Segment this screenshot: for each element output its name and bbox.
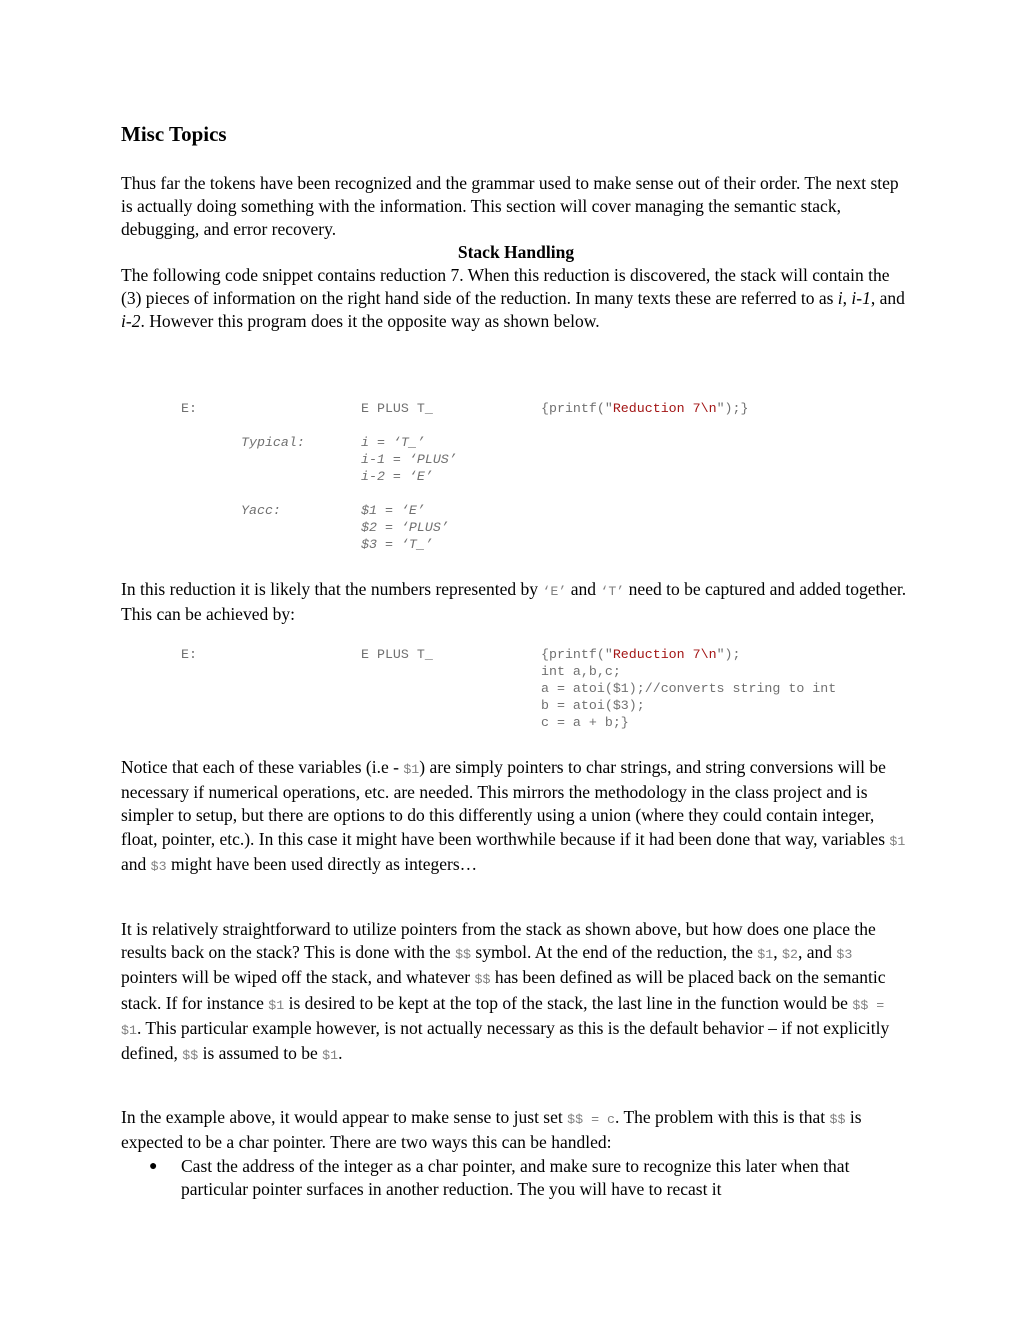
pointer-paragraph: It is relatively straightforward to utilize pointers from the stack as shown above, but how does one place the results back on the stack? This is done with the $$ symbol. At the end of the reduction, the $1, $2, and $3 pointers will be wiped off the stack, and whatever $$ has been defined as will be placed back on the semantic stack. If for instance $1 is desired to be kept at the top of the stack, the last line in the function would be $$ = $1. This particular example however, is not actually necessary as this is the default behavior – if not explicitly defined, $$ is assumed to be $1. [121, 919, 890, 1064]
section-heading: Stack Handling [457, 242, 575, 262]
bullet-icon: ● [149, 1159, 158, 1174]
bullet-list [121, 1155, 911, 1201]
typical-line: i = ‘T_’ [361, 435, 425, 450]
yacc-label: Yacc: [241, 503, 281, 518]
code2-line: b = atoi($3); [541, 698, 645, 713]
typical-line: i-2 = ‘E’ [361, 469, 433, 484]
page-title: Misc Topics [121, 122, 227, 146]
code2-line: a = atoi($1);//converts string to int [541, 681, 837, 696]
code2-rhs: E PLUS T_ [361, 647, 433, 662]
code1-action: {printf("Reduction 7\n");} [541, 401, 749, 416]
capture-paragraph: In this reduction it is likely that the numbers represented by ‘E’ and ‘T’ need to be captured and added together. This can be achieved by: [121, 579, 907, 625]
code2-line: c = a + b;} [541, 715, 629, 730]
yacc-line: $1 = ‘E’ [361, 503, 425, 518]
intro-paragraph: Thus far the tokens have been recognized and the grammar used to make sense out of their order. The next step is actually doing something with the information. This section will cover managing the semantic stack, debugging, and error recovery. [121, 173, 899, 240]
list-item: ● Cast the address of the integer as a char pointer, and make sure to recognize this later when that particular pointer surfaces in another reduction. The you will have to recast it [149, 1156, 850, 1200]
code2-lhs: E: [181, 647, 197, 662]
code2-line: int a,b,c; [541, 664, 621, 679]
typical-line: i-1 = ‘PLUS’ [361, 452, 457, 467]
code1-lhs: E: [181, 401, 197, 416]
yacc-line: $3 = ‘T_’ [361, 537, 433, 552]
typical-label: Typical: [241, 435, 305, 450]
example-paragraph: In the example above, it would appear to make sense to just set $$ = c. The problem with this is that $$ is expected to be a char pointer. There are two ways this can be handled: [121, 1107, 862, 1153]
notice-paragraph: Notice that each of these variables (i.e - $1) are simply pointers to char strings, and string conversions will be necessary if numerical operations, etc. are needed. This mirrors the methodology in the class project and is simpler to setup, but there are options to do this differently using a union (where they could contain integer, float, pointer, etc.). In this case it might have been worthwhile because if it had been done that way, variables $1 and $3 might have been used directly as integers… [121, 757, 906, 874]
yacc-line: $2 = ‘PLUS’ [361, 520, 449, 535]
stack-paragraph: The following code snippet contains reduction 7. When this reduction is discovered, the stack will contain the (3) pieces of information on the right hand side of the reduction. In many texts these are referred to as i, i-1, and i-2. However this program does it the opposite way as shown below. [121, 265, 905, 332]
code1-rhs: E PLUS T_ [361, 401, 433, 416]
code2-action: {printf("Reduction 7\n"); [541, 647, 741, 662]
